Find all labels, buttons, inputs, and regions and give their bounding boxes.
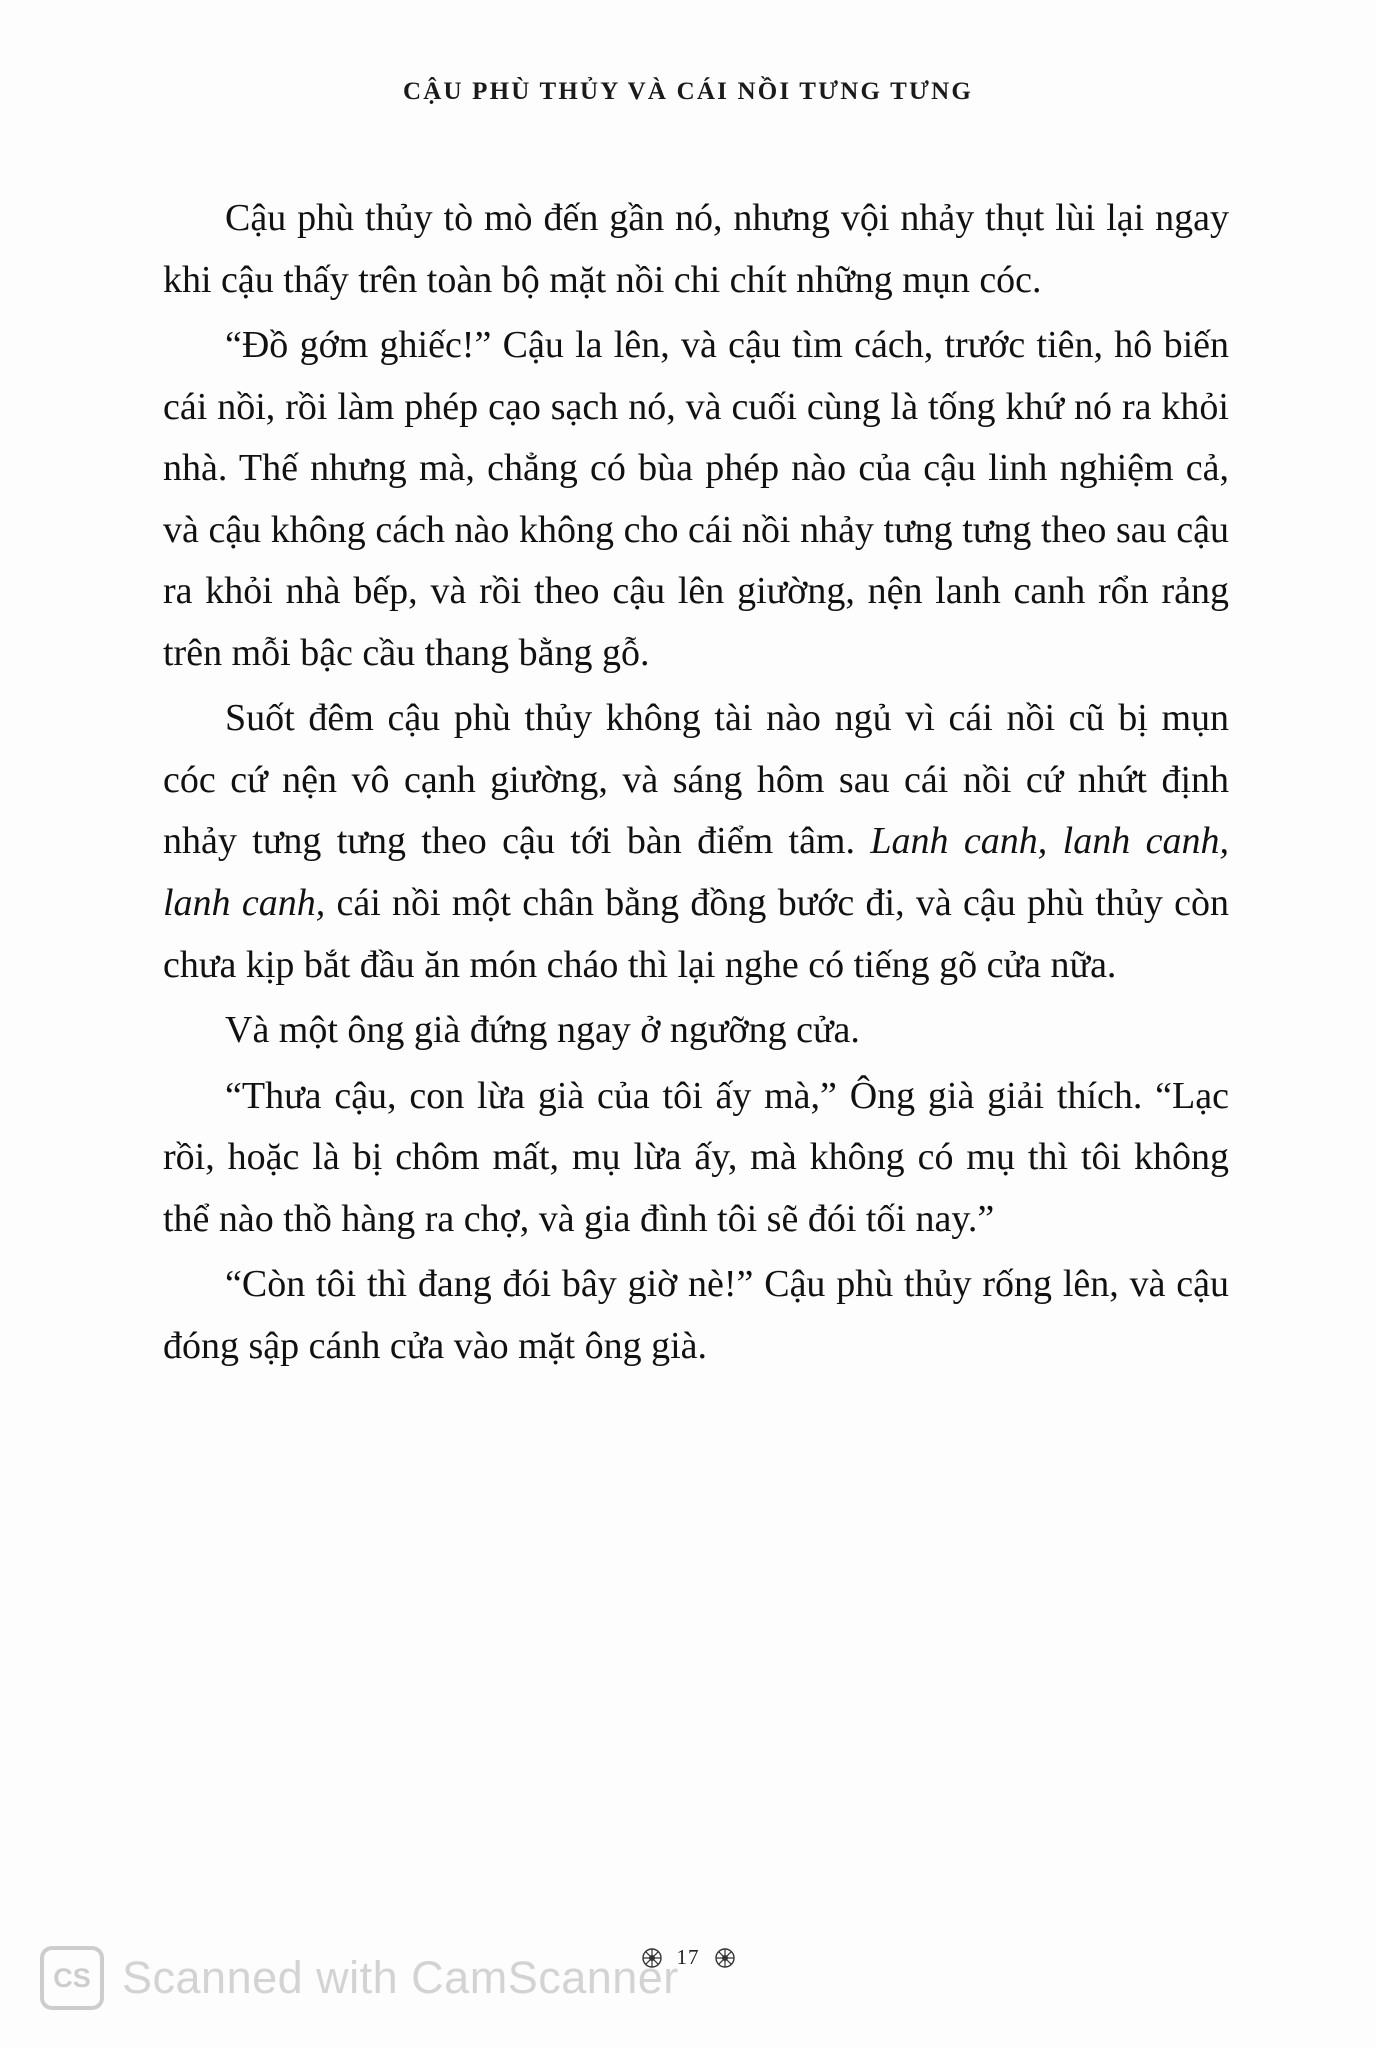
camscanner-label: Scanned with CamScanner xyxy=(122,1952,679,2003)
paragraph: “Còn tôi thì đang đói bây giờ nè!” Cậu phù thủy rống lên, và cậu đóng sập cánh cửa vào mặt ông già. xyxy=(163,1263,1229,1367)
paragraph-part: cái nồi một chân bằng đồng bước đi, và cậu phù thủy còn chưa kịp bắt đầu ăn món cháo thì lại nghe có tiếng gõ cửa nữa. xyxy=(163,882,1229,986)
paragraph-with-italics xyxy=(163,688,1229,996)
flower-ornament-icon xyxy=(641,1947,663,1969)
paragraph: Cậu phù thủy tò mò đến gần nó, nhưng vội nhảy thụt lùi lại ngay khi cậu thấy trên toàn bộ mặt nồi chi chít những mụn cóc. xyxy=(163,197,1229,301)
page-number: 17 xyxy=(676,1945,700,1969)
camscanner-badge-icon: CS xyxy=(40,1946,104,2010)
paragraph: Và một ông già đứng ngay ở ngưỡng cửa. xyxy=(225,1009,860,1052)
body-text xyxy=(163,188,1229,1377)
paragraph: “Thưa cậu, con lừa già của tôi ấy mà,” Ông già giải thích. “Lạc rồi, hoặc là bị chôm mất, mụ lừa ấy, mà không có mụ thì tôi không thể nào thồ hàng ra chợ, và gia đình tôi sẽ đói tối nay.” xyxy=(163,1074,1229,1240)
paragraph-part: Suốt đêm cậu phù thủy không tài nào ngủ vì cái nồi cũ bị mụn cóc cứ nện vô cạnh giường, và sáng hôm sau cái nồi cứ nhứt định nhảy tưng tưng theo cậu tới bàn điểm tâm. xyxy=(163,697,1229,863)
page-footer xyxy=(0,1945,1376,1970)
flower-ornament-icon xyxy=(714,1947,736,1969)
running-head: CẬU PHÙ THỦY VÀ CÁI NỒI TƯNG TƯNG xyxy=(402,78,974,105)
paragraph: “Đồ gớm ghiếc!” Cậu la lên, và cậu tìm cách, trước tiên, hô biến cái nồi, rồi làm phép cạo sạch nó, và cuối cùng là tống khứ nó ra khỏi nhà. Thế nhưng mà, chẳng có bùa phép nào của cậu linh nghiệm cả, và cậu không cách nào không cho cái nồi nhảy tưng tưng theo sau cậu ra khỏi nhà bếp, và rồi theo cậu lên giường, nện lanh canh rổn rảng trên mỗi bậc cầu thang bằng gỗ. xyxy=(163,324,1229,674)
italic-phrase: Lanh canh, lanh canh, lanh canh, xyxy=(163,820,1229,925)
